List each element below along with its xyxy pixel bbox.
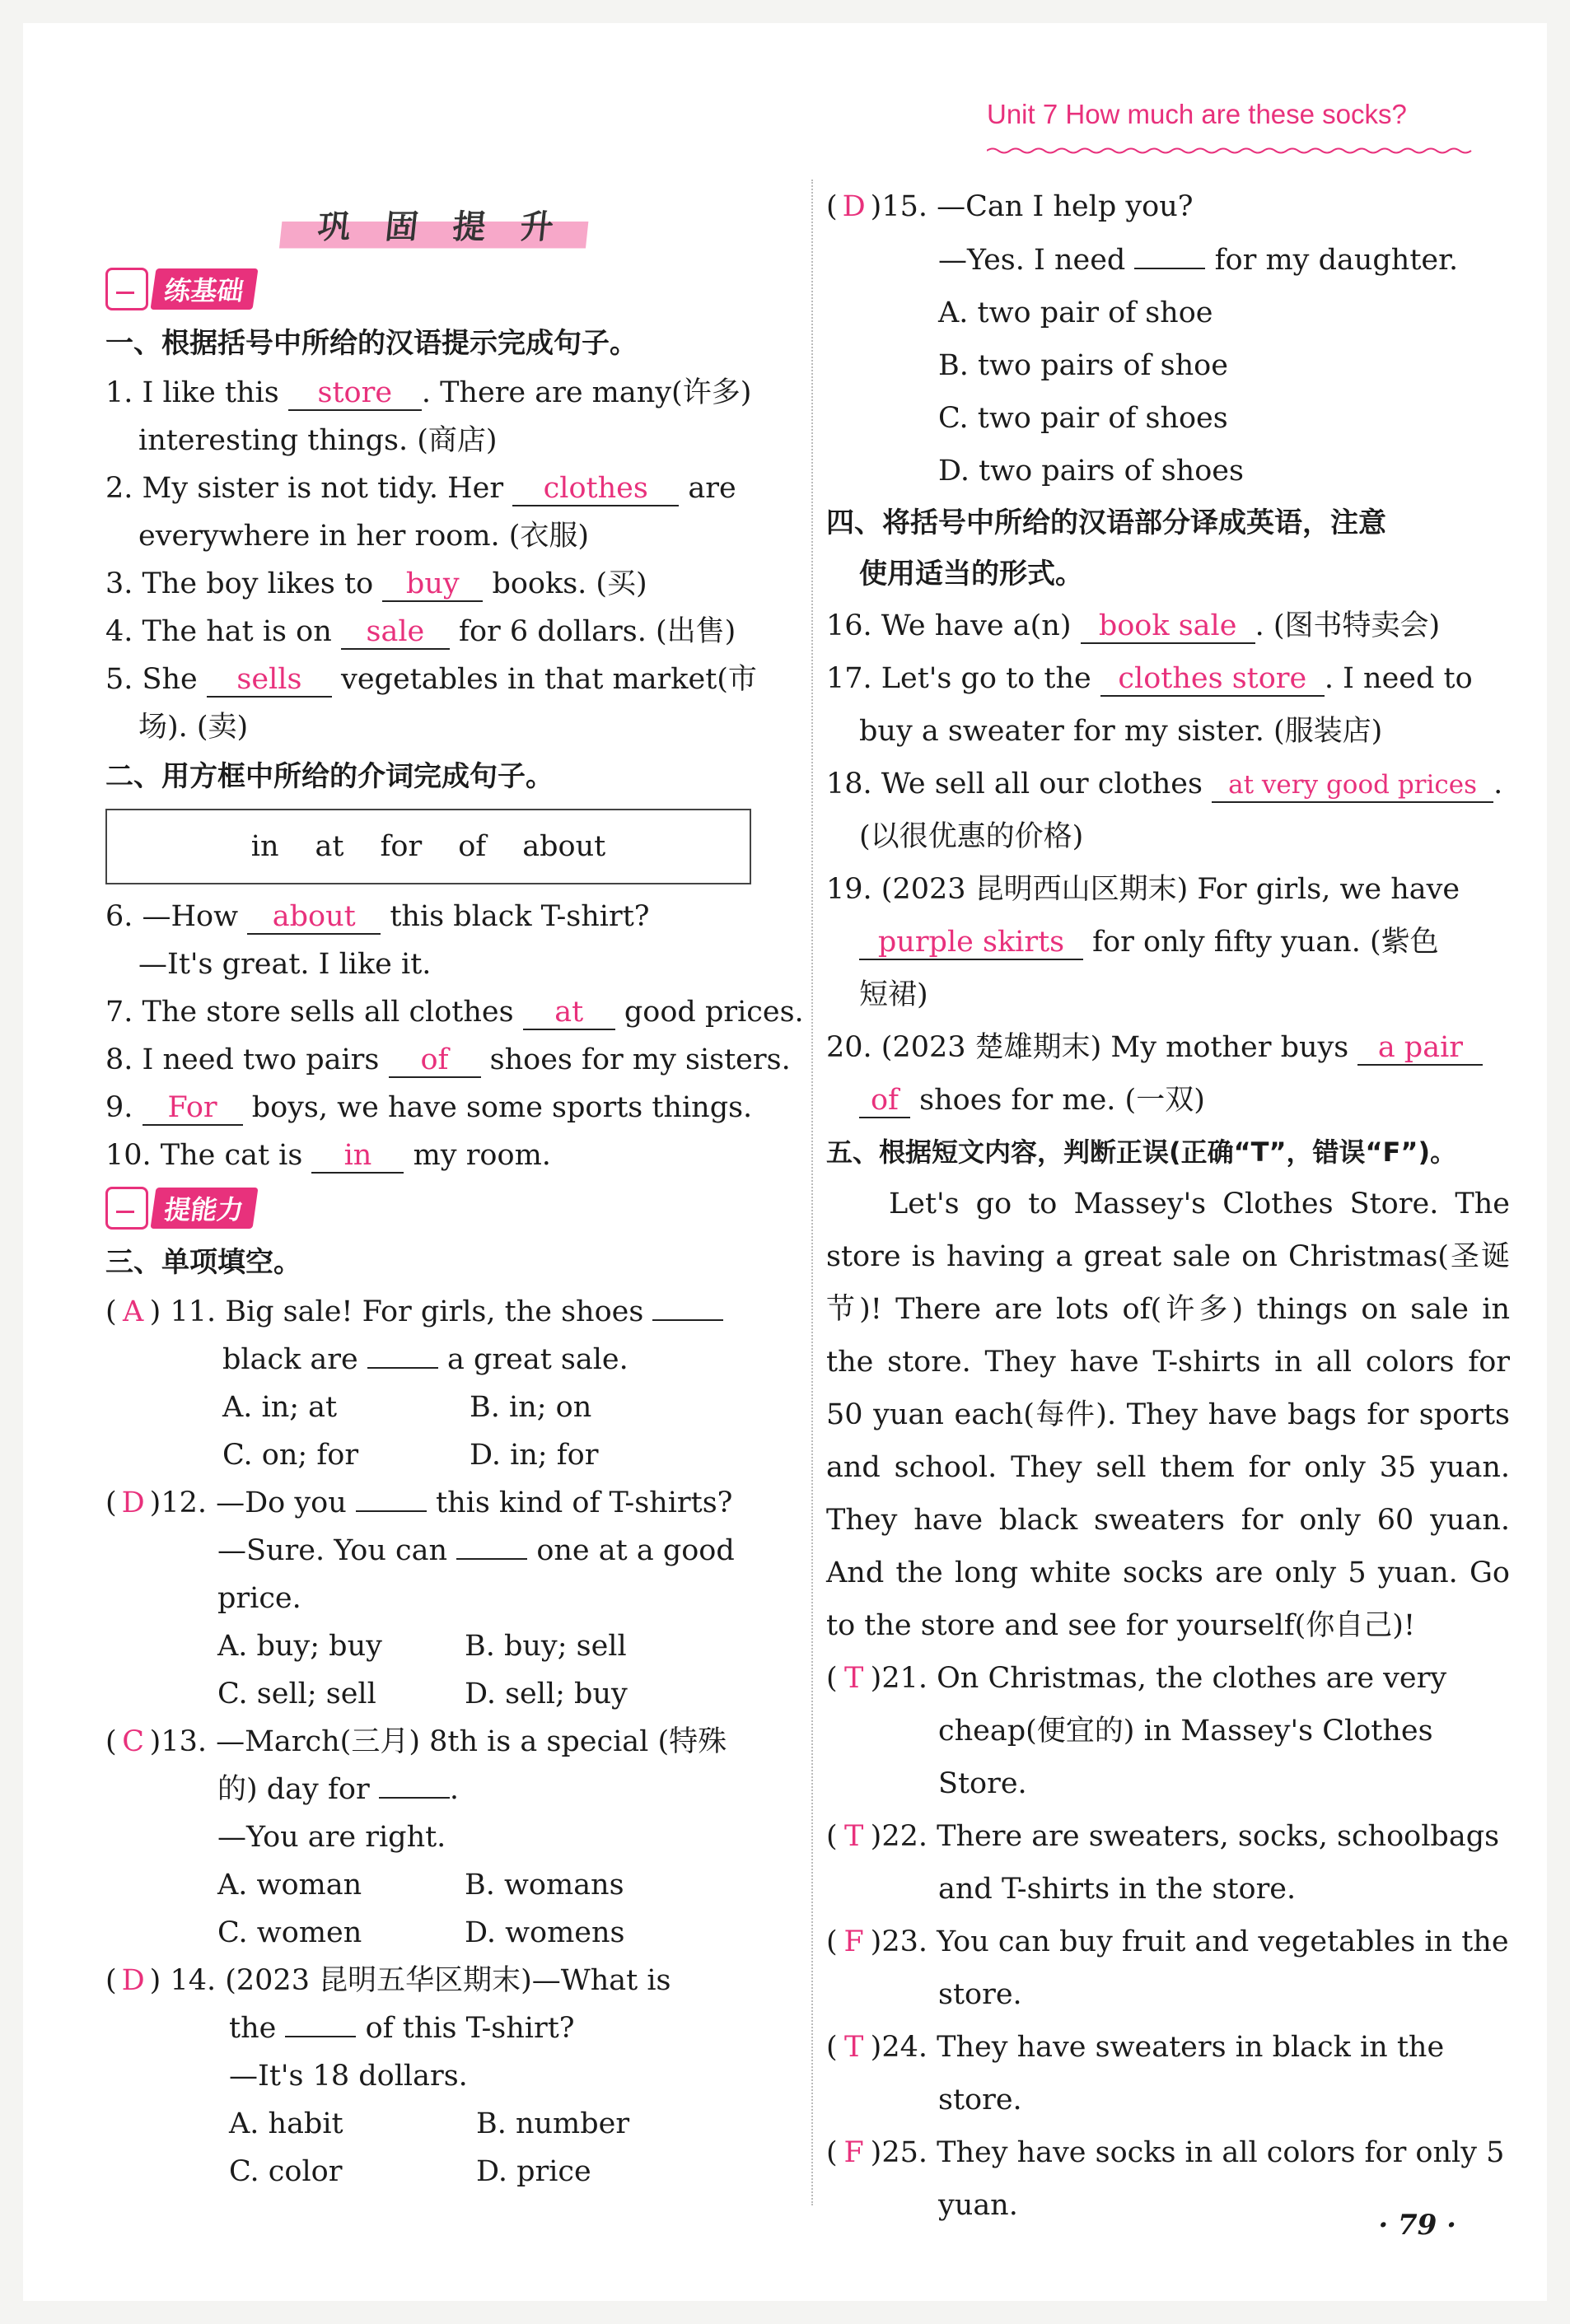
judge-answer: T [843, 1662, 864, 1695]
tag-ability [105, 1179, 764, 1237]
question-8: 8. I need two pairs of shoes for my sisters. [105, 1043, 791, 1076]
options: A. buy; buy B. buy; sell [217, 1630, 627, 1663]
section-2-heading: 二、用方框中所给的介词完成句子。 [105, 760, 554, 793]
wavy-underline-icon [987, 147, 1473, 155]
options: C. on; for D. in; for [222, 1439, 599, 1472]
unit-title: Unit 7 How much are these socks? [987, 99, 1407, 129]
answer-17: clothes store [1100, 662, 1325, 697]
column-divider [811, 180, 813, 2205]
question-6-cont: —It's great. I like it. [138, 948, 432, 981]
question-4: 4. The hat is on sale for 6 dollars. (出售) [105, 615, 736, 648]
options: A. habit B. number [229, 2107, 630, 2140]
section-5-heading: 五、根据短文内容，判断正误(正确“T”，错误“F”)。 [826, 1136, 1457, 1168]
answer-8: of [389, 1043, 481, 1078]
question-17-cont: buy a sweater for my sister. (服装店) [859, 715, 1383, 748]
blank [356, 1486, 427, 1512]
answer-20: a pair [1357, 1031, 1483, 1066]
answer-5: sells [207, 663, 332, 698]
question-21: ( T )21. On Christmas, the clothes are very [826, 1652, 1510, 1705]
question-14: ( D ) 14. (2023 昆明五华区期末)—What is [105, 1957, 764, 2004]
option-a: A. two pair of shoe [938, 296, 1213, 329]
reading-passage: Let's go to Massey's Clothes Store. The store is having a great sale on Christmas(圣诞节)! There are lots of(许多) things on sale in the store. They have T-shirts in all colors for 50 yuan each(每件). They have bags for sports and school. They sell them for only 35 yuan. They have black sweaters for only 60 yuan. And the long white socks are only 5 yuan. Go to the store and see for yourself(你自己)! [826, 1188, 1510, 1642]
question-9: 9. For boys, we have some sports things. [105, 1091, 753, 1124]
word-box-item: for [380, 830, 423, 863]
tag-basic-label: 练基础 [150, 268, 258, 310]
pencil-note-icon [105, 268, 148, 310]
left-column: 巩固提升 练基础 一、根据括号中所给的汉语提示完成句子。 1. I like this store . There are many(许多) interesting things. (商店) 2. My sister is not tidy. Her clothes are everywhere in her room. (衣服) 3. The boy likes to buy books. (买) 4. The hat is on sale for 6 dollars. (出售) 5. She sells vegetables in that market(市 场). (卖) 二、用方框中所给的介词完成句子。 in at for of about 6. —How about this black T-shirt? —It's great. I like it. 7. The store sells all clothes at good prices. 8. I need two pairs of shoes for my sisters. 9. For boys, we have some sports things. 10. The cat is in my room. 提能力 三、单项填空。 ( A ) 11. Big sale! For girls, the shoes black are a great sale. A. in; at B. in; on C. on; for D. in; for ( D )12. —Do you this kind of T-shirts? —Sure. You can one at a good price. A. buy; buy B. buy; sell C. sell; sell D. sell; buy ( C )13. —March(三月) 8th is a special (特殊 的) day for . —You are right. A. woman B. womans C. women D. womens ( D ) 14. (2023 昆明五华区期末)—What is the of this T-shirt? —It's 18 dollars. A. habit B. number C. color D. price [105, 196, 764, 2196]
answer-9: For [143, 1091, 243, 1126]
blank [285, 2011, 356, 2037]
word-box-item: about [522, 830, 606, 863]
question-24: ( T )24. They have sweaters in black in the [826, 2021, 1510, 2074]
question-1: 1. I like this store . There are many(许多) [105, 376, 752, 409]
question-17: 17. Let's go to the clothes store . I need to [826, 662, 1473, 695]
option-d: D. two pairs of shoes [938, 455, 1244, 488]
options: C. color D. price [229, 2155, 591, 2188]
choice-answer: D [121, 1964, 145, 1997]
question-13: ( C )13. —March(三月) 8th is a special (特殊 [105, 1718, 764, 1766]
word-box-item: at [315, 830, 344, 863]
answer-18: at very good prices [1212, 768, 1493, 803]
options: C. women D. womens [217, 1916, 625, 1949]
page-number: · 79 · [1378, 2209, 1456, 2242]
question-25: ( F )25. They have socks in all colors for only 5 [826, 2126, 1510, 2179]
question-10: 10. The cat is in my room. [105, 1139, 551, 1172]
book-icon [105, 1187, 148, 1230]
word-box-item: of [458, 830, 487, 863]
question-1-cont: interesting things. (商店) [138, 424, 498, 457]
section-banner [105, 196, 764, 254]
choice-answer: D [121, 1486, 145, 1519]
options: C. sell; sell D. sell; buy [217, 1678, 628, 1710]
question-18-cont: (以很优惠的价格) [859, 820, 1084, 853]
question-19-cont: 短裙) [859, 978, 928, 1011]
options: A. woman B. womans [217, 1869, 624, 1902]
question-18: 18. We sell all our clothes at very good prices . [826, 758, 1510, 810]
question-19: 19. (2023 昆明西山区期末) For girls, we have [826, 873, 1460, 906]
answer-20-cont: of [859, 1084, 910, 1118]
workbook-page [23, 23, 1547, 2301]
tag-ability-label: 提能力 [150, 1188, 258, 1229]
judge-answer: T [843, 1820, 864, 1853]
question-3: 3. The boy likes to buy books. (买) [105, 567, 647, 600]
section-3-heading: 三、单项填空。 [105, 1246, 301, 1279]
judge-answer: F [843, 1925, 864, 1958]
question-15: ( D )15. —Can I help you? [826, 180, 1510, 234]
choice-answer: A [123, 1295, 144, 1328]
blank [379, 1772, 450, 1799]
option-b: B. two pairs of shoe [938, 349, 1228, 382]
judge-answer: F [843, 2136, 864, 2169]
blank [1134, 243, 1205, 269]
question-5: 5. She sells vegetables in that market(市 [105, 663, 757, 696]
answer-10: in [311, 1139, 404, 1174]
question-12: ( D )12. —Do you this kind of T-shirts? [105, 1479, 764, 1527]
judge-answer: T [843, 2031, 864, 2064]
banner-title: 巩固提升 [278, 196, 591, 253]
section-1-heading: 一、根据括号中所给的汉语提示完成句子。 [105, 327, 638, 360]
question-22: ( T )22. There are sweaters, socks, schoolbags [826, 1810, 1510, 1863]
question-2: 2. My sister is not tidy. Her clothes are [105, 472, 736, 505]
choice-answer: C [122, 1725, 145, 1758]
answer-4: sale [341, 615, 450, 650]
section-4-heading: 四、将括号中所给的汉语部分译成英语，注意 [826, 506, 1386, 539]
answer-19: purple skirts [859, 926, 1083, 960]
answer-1: store [288, 376, 422, 411]
section-4-heading-cont: 使用适当的形式。 [859, 558, 1083, 590]
question-11: ( A ) 11. Big sale! For girls, the shoes [105, 1288, 764, 1336]
question-7: 7. The store sells all clothes at good prices. [105, 996, 804, 1029]
answer-16: book sale [1081, 609, 1255, 644]
question-23: ( F )23. You can buy fruit and vegetables in the [826, 1916, 1510, 1968]
blank [456, 1533, 527, 1560]
answer-2: clothes [512, 472, 679, 506]
tag-basic [105, 260, 764, 318]
answer-3: buy [382, 567, 483, 602]
word-box [105, 809, 751, 884]
blank [367, 1342, 438, 1369]
question-5-cont: 场). (卖) [138, 711, 249, 744]
question-16: 16. We have a(n) book sale . (图书特卖会) [826, 609, 1441, 642]
question-20: 20. (2023 楚雄期末) My mother buys a pair [826, 1021, 1510, 1074]
right-column: ( D )15. —Can I help you? —Yes. I need for my daughter. A. two pair of shoe B. two pairs of shoe C. two pair of shoes D. two pairs of shoes 四、将括号中所给的汉语部分译成英语，注意 使用适当的形式。 16. We have a(n) book sale . (图书特卖会) 17. Let's go to the clothes store . I need to buy a sweater for my sister. (服装店) 18. We sell all our clothes at very good prices . (以很优惠的价格) 19. (2023 昆明西山区期末) For girls, we have purple skirts for only fifty yuan. (紫色 短裙) 20. (2023 楚雄期末) My mother buys a pair of shoes for me. (一双) 五、根据短文内容，判断正误(正确“T”，错误“F”)。 Let's go to Massey's Clothes Store. The store is having a great sale on Christmas(圣诞节)! There are lots of(许多) things on sale in the store. They have T-shirts in all colors for 50 yuan each(每件). They have bags for sports and school. They sell them for only 35 yuan. They have black sweaters for only 60 yuan. And the long white socks are only 5 yuan. Go to the store and see for yourself(你自己)! ( T )21. On Christmas, the clothes are very cheap(便宜的) in Massey's Clothes Store. ( T )22. There are sweaters, socks, schoolbags and T-shirts in the store. ( F )23. You can buy fruit and vegetables in the store. ( T )24. They have sweaters in black in the store. ( F )25. They have socks in all colors for only 5 yuan. [826, 180, 1510, 2232]
question-6: 6. —How about this black T-shirt? [105, 900, 650, 933]
option-c: C. two pair of shoes [938, 402, 1228, 435]
answer-7: at [523, 996, 615, 1030]
answer-6: about [247, 900, 381, 935]
options: A. in; at B. in; on [222, 1391, 592, 1424]
word-box-item: in [250, 830, 279, 863]
unit-header [987, 99, 1473, 161]
question-2-cont: everywhere in her room. (衣服) [138, 520, 590, 553]
choice-answer: D [842, 190, 866, 223]
blank [652, 1295, 723, 1321]
